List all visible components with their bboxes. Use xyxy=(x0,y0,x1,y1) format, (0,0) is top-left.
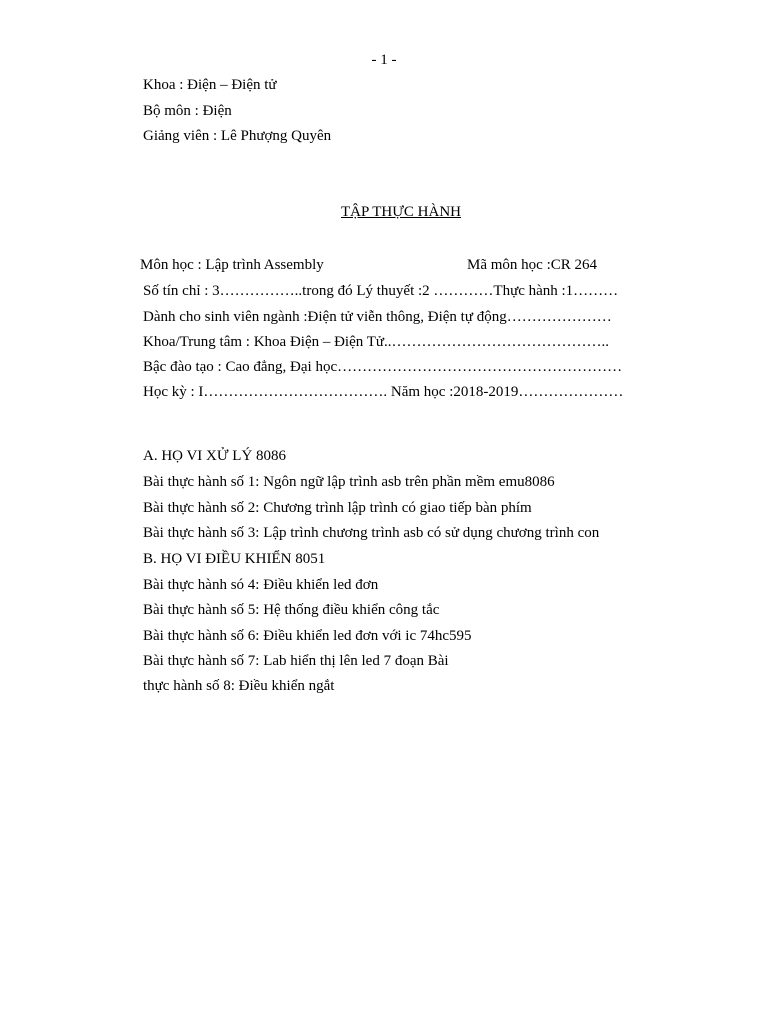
lab-item-7: Bài thực hành số 7: Lab hiển thị lên led 7 đoạn Bài xyxy=(143,653,449,669)
section-heading-b: B. HỌ VI ĐIỀU KHIỂN 8051 xyxy=(143,551,326,567)
department-line: Bộ môn : Điện xyxy=(143,103,232,119)
page-number: - 1 - xyxy=(371,52,397,68)
semester-line: Học kỳ : I………………………………. Năm học :2018-2019………………… xyxy=(143,384,624,400)
faculty-center-line: Khoa/Trung tâm : Khoa Điện – Điện Tử..…………………………………….. xyxy=(143,334,610,350)
lab-item-5: Bài thực hành số 5: Hệ thống điều khiển công tắc xyxy=(143,602,440,618)
lab-item-8: thực hành số 8: Điều khiển ngắt xyxy=(143,678,335,694)
lab-item-4: Bài thực hành só 4: Điều khiển led đơn xyxy=(143,577,379,593)
course-name: Môn học : Lập trình Assembly xyxy=(140,257,324,273)
course-code: Mã môn học :CR 264 xyxy=(467,257,597,273)
lab-item-6: Bài thực hành số 6: Điều khiển led đơn với ic 74hc595 xyxy=(143,628,472,644)
lecturer-line: Giảng viên : Lê Phượng Quyên xyxy=(143,128,332,144)
students-line: Dành cho sinh viên ngành :Điện tử viễn thông, Điện tự động………………… xyxy=(143,309,612,325)
lab-item-2: Bài thực hành số 2: Chương trình lập trình có giao tiếp bàn phím xyxy=(143,500,532,516)
lab-item-3: Bài thực hành số 3: Lập trình chương trình asb có sử dụng chương trình con xyxy=(143,525,600,541)
credits-line: Số tín chỉ : 3……………..trong đó Lý thuyết :2 …………Thực hành :1……… xyxy=(143,283,619,299)
section-heading-a: A. HỌ VI XỬ LÝ 8086 xyxy=(143,448,287,464)
faculty-line: Khoa : Điện – Điện tử xyxy=(143,77,277,93)
document-title: TẬP THỰC HÀNH xyxy=(341,204,461,220)
lab-item-1: Bài thực hành số 1: Ngôn ngữ lập trình asb trên phần mềm emu8086 xyxy=(143,474,555,490)
level-line: Bậc đào tạo : Cao đẳng, Đại học………………………………………………… xyxy=(143,359,623,375)
